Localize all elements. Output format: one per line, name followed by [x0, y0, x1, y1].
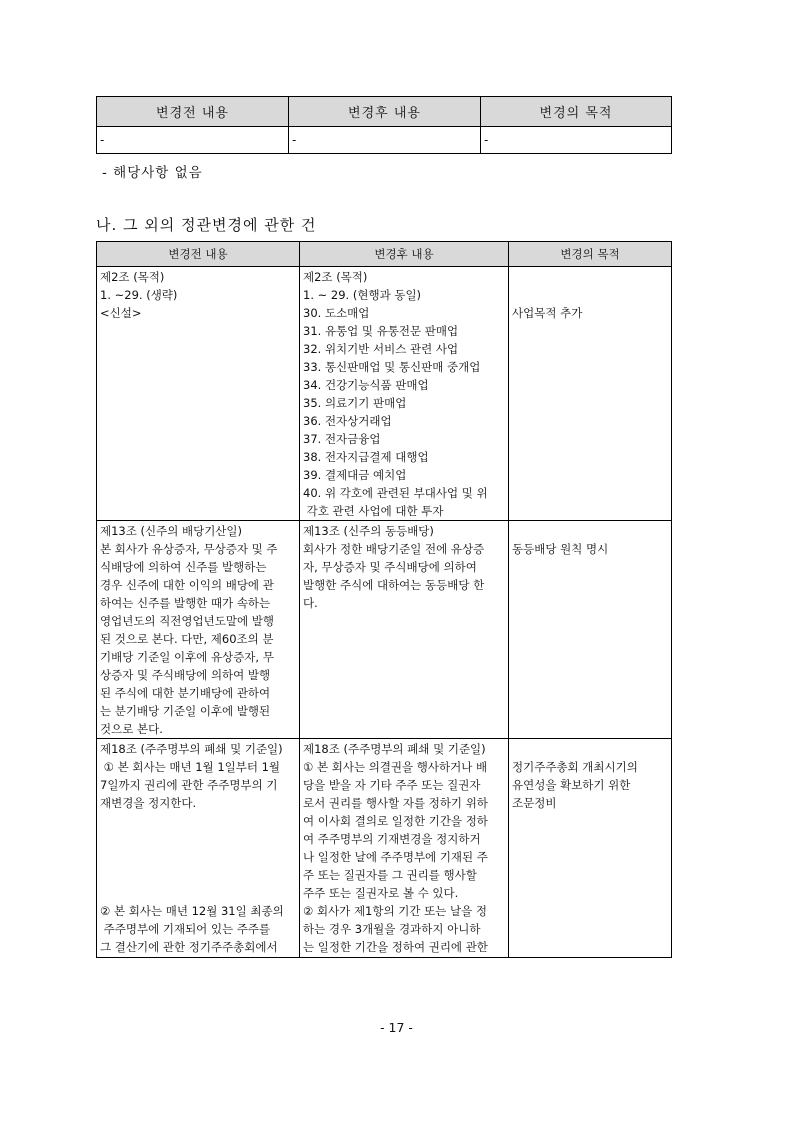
text-line: 1. ~29. (생략) — [100, 288, 178, 302]
cell-purpose — [509, 521, 672, 739]
text-line: 40. 위 각호에 관련된 부대사업 및 위 — [303, 486, 488, 500]
section-title: 나. 그 외의 정관변경에 관한 건 — [96, 216, 317, 234]
text-line — [100, 830, 296, 848]
cell-purpose — [509, 267, 672, 521]
purpose-text: 조문정비 — [512, 796, 557, 810]
cell-purpose: - — [481, 127, 672, 154]
cell-before — [97, 739, 300, 958]
table-row — [97, 267, 672, 521]
text-line: <신설> — [100, 306, 142, 320]
text-line: 제18조 (주주명부의 폐쇄 및 기준일) — [303, 742, 486, 756]
header-after: 변경후 내용 — [300, 242, 509, 267]
text-line: 당을 받을 자 기타 주주 또는 질권자 — [303, 778, 481, 792]
text-line: 상증자 및 주식배당에 의하여 발행 — [100, 668, 271, 682]
text-line — [100, 848, 296, 866]
text-line: 39. 결제대금 예치업 — [303, 468, 407, 482]
purpose-text: 정기주주총회 개최시기의 — [512, 760, 638, 774]
header-purpose: 변경의 목적 — [481, 97, 672, 127]
text-line: 제13조 (신주의 동등배당) — [303, 524, 434, 538]
text-line: 회사가 정한 배당기준일 전에 유상증 — [303, 542, 485, 556]
text-line: 주 또는 질권자를 그 권리를 행사할 — [303, 868, 477, 882]
text-line: ② 회사가 제1항의 기간 또는 날을 정 — [303, 904, 487, 918]
text-line: ② 본 회사는 매년 12월 31일 최종의 — [100, 904, 284, 918]
text-line — [100, 884, 296, 902]
text-line — [100, 812, 296, 830]
text-line: 7일까지 권리에 관한 주주명부의 기 — [100, 778, 278, 792]
text-line: 는 분기배당 기준일 이후에 발행된 — [100, 704, 271, 718]
purpose-text: 사업목적 추가 — [512, 306, 583, 320]
text-line: 나 일정한 날에 주주명부에 기재된 주 — [303, 850, 488, 864]
amendment-table-2 — [96, 241, 672, 958]
table-row — [97, 739, 672, 958]
text-line: 여 주주명부의 기재변경을 정지하거 — [303, 832, 481, 846]
amendment-table-1 — [96, 96, 672, 154]
text-line: 발행한 주식에 대하여는 동등배당 한 — [303, 578, 485, 592]
text-line: 영업년도의 직전영업년도말에 발행 — [100, 614, 274, 628]
text-line: ① 본 회사는 의결권을 행사하거나 배 — [303, 760, 488, 774]
header-purpose: 변경의 목적 — [509, 242, 672, 267]
text-line: 32. 위치기반 서비스 관련 사업 — [303, 342, 459, 356]
text-line: 된 주식에 대한 분기배당에 관하여 — [100, 686, 271, 700]
text-line: 는 일정한 기간을 정하여 권리에 관한 — [303, 940, 488, 954]
table-row — [97, 521, 672, 739]
text-line: 자, 무상증자 및 주식배당에 의하여 — [303, 560, 477, 574]
text-line: 37. 전자금융업 — [303, 432, 381, 446]
table-row — [97, 127, 672, 154]
text-line: 재변경을 정지한다. — [100, 796, 197, 810]
cell-after — [300, 267, 509, 521]
text-line: 제13조 (신주의 배당기산일) — [100, 524, 243, 538]
text-line: 33. 통신판매업 및 통신판매 중개업 — [303, 360, 481, 374]
cell-after — [300, 739, 509, 958]
text-line: 주주 또는 질권자로 볼 수 있다. — [303, 886, 459, 900]
cell-purpose — [509, 739, 672, 958]
text-line: 각호 관련 사업에 대한 투자 — [303, 504, 444, 518]
text-line: 34. 건강기능식품 판매업 — [303, 378, 429, 392]
text-line: 35. 의료기기 판매업 — [303, 396, 407, 410]
cell-after: - — [289, 127, 481, 154]
text-line: 여 이사회 결의로 일정한 기간을 정하 — [303, 814, 488, 828]
text-line: 하는 경우 3개월을 경과하지 아니하 — [303, 922, 481, 936]
text-line — [100, 866, 296, 884]
text-line: 31. 유통업 및 유통전문 판매업 — [303, 324, 459, 338]
text-line: 제2조 (목적) — [303, 270, 368, 284]
header-after: 변경후 내용 — [289, 97, 481, 127]
text-line: 로서 권리를 행사할 자를 정하기 위하 — [303, 796, 488, 810]
cell-before — [97, 267, 300, 521]
text-line: 식배당에 의하여 신주를 발행하는 — [100, 560, 267, 574]
text-line: 된 것으로 본다. 다만, 제60조의 분 — [100, 632, 274, 646]
text-line: 하여는 신주를 발행한 때가 속하는 — [100, 596, 271, 610]
text-line: 1. ~ 29. (현행과 동일) — [303, 288, 422, 302]
header-before: 변경전 내용 — [97, 97, 289, 127]
page-number: - 17 - — [380, 1020, 413, 1035]
text-line: 본 회사가 유상증자, 무상증자 및 주 — [100, 542, 278, 556]
no-applicable-note: - 해당사항 없음 — [102, 165, 203, 181]
table-header-row — [97, 242, 672, 267]
cell-after — [300, 521, 509, 739]
text-line: 경우 신주에 대한 이익의 배당에 관 — [100, 578, 274, 592]
text-line: 그 결산기에 관한 정기주주총회에서 — [100, 940, 278, 954]
purpose-text: 유연성을 확보하기 위한 — [512, 778, 631, 792]
text-line: ① 본 회사는 매년 1월 1일부터 1월 — [100, 760, 281, 774]
purpose-text: 동등배당 원칙 명시 — [512, 542, 609, 556]
text-line: 38. 전자지급결제 대행업 — [303, 450, 429, 464]
text-line: 36. 전자상거래업 — [303, 414, 392, 428]
text-line: 제2조 (목적) — [100, 270, 165, 284]
text-line: 다. — [303, 596, 318, 610]
text-line: 기배당 기준일 이후에 유상증자, 무 — [100, 650, 274, 664]
cell-before — [97, 521, 300, 739]
text-line: 제18조 (주주명부의 폐쇄 및 기준일) — [100, 742, 283, 756]
text-line: 주주명부에 기재되어 있는 주주를 — [100, 922, 271, 936]
text-line: 30. 도소매업 — [303, 306, 370, 320]
cell-before: - — [97, 127, 289, 154]
table-header-row — [97, 97, 672, 127]
header-before: 변경전 내용 — [97, 242, 300, 267]
text-line: 것으로 본다. — [100, 722, 163, 736]
